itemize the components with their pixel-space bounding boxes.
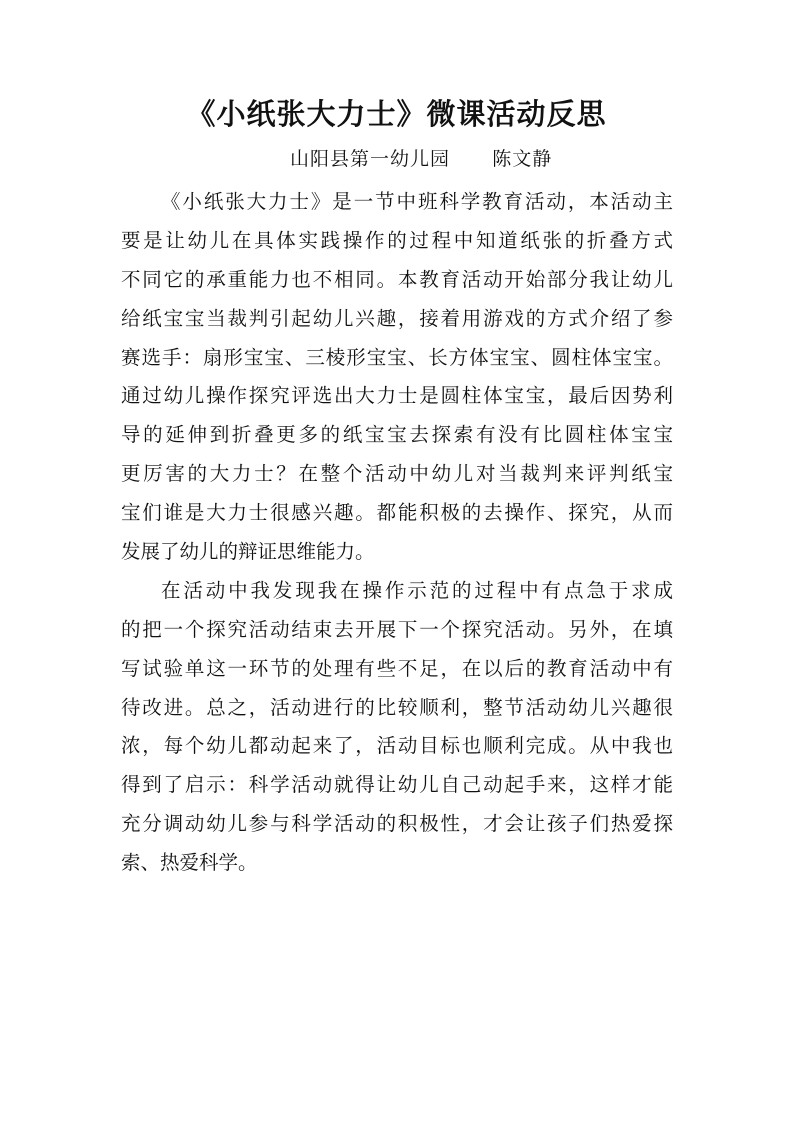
text-line: 宝们谁是大力士很感兴趣。都能积极的去操作、探究，从而 — [121, 501, 673, 525]
paragraph-2 — [121, 572, 673, 883]
text-line: 给纸宝宝当裁判引起幼儿兴趣，接着用游戏的方式介绍了参 — [121, 306, 673, 330]
text-line: 通过幼儿操作探究评选出大力士是圆柱体宝宝，最后因势利 — [121, 384, 673, 408]
text-line: 的把一个探究活动结束去开展下一个探究活动。另外，在填 — [121, 617, 673, 641]
text-line: 不同它的承重能力也不相同。本教育活动开始部分我让幼儿 — [121, 267, 673, 291]
text-line: 在活动中我发现我在操作示范的过程中有点急于求成 — [161, 578, 673, 602]
text-line: 索、热爱科学。 — [121, 851, 258, 875]
text-line: 得到了启示：科学活动就得让幼儿自己动起手来，这样才能 — [121, 773, 673, 797]
text-line: 导的延伸到折叠更多的纸宝宝去探索有没有比圆柱体宝宝 — [121, 423, 673, 447]
text-line: 发展了幼儿的辩证思维能力。 — [121, 540, 375, 564]
document-body — [121, 183, 673, 883]
text-line: 要是让幼儿在具体实践操作的过程中知道纸张的折叠方式 — [121, 228, 673, 252]
text-line: 《小纸张大力士》是一节中班科学教育活动，本活动主 — [161, 190, 673, 213]
text-line: 待改进。总之，活动进行的比较顺利，整节活动幼儿兴趣很 — [121, 695, 673, 719]
text-line: 充分调动幼儿参与科学活动的积极性，才会让孩子们热爱探 — [121, 812, 673, 836]
text-line: 赛选手：扇形宝宝、三棱形宝宝、长方体宝宝、圆柱体宝宝。 — [121, 345, 673, 369]
paragraph-1 — [121, 183, 673, 572]
author-byline: 山阳县第一幼儿园 陈文静 — [290, 148, 553, 170]
text-line: 浓，每个幼儿都动起来了，活动目标也顺利完成。从中我也 — [121, 734, 673, 758]
text-line: 更厉害的大力士？在整个活动中幼儿对当裁判来评判纸宝 — [121, 462, 673, 486]
page-title: 《小纸张大力士》微课活动反思 — [186, 97, 607, 131]
text-line: 写试验单这一环节的处理有些不足，在以后的教育活动中有 — [121, 656, 673, 680]
